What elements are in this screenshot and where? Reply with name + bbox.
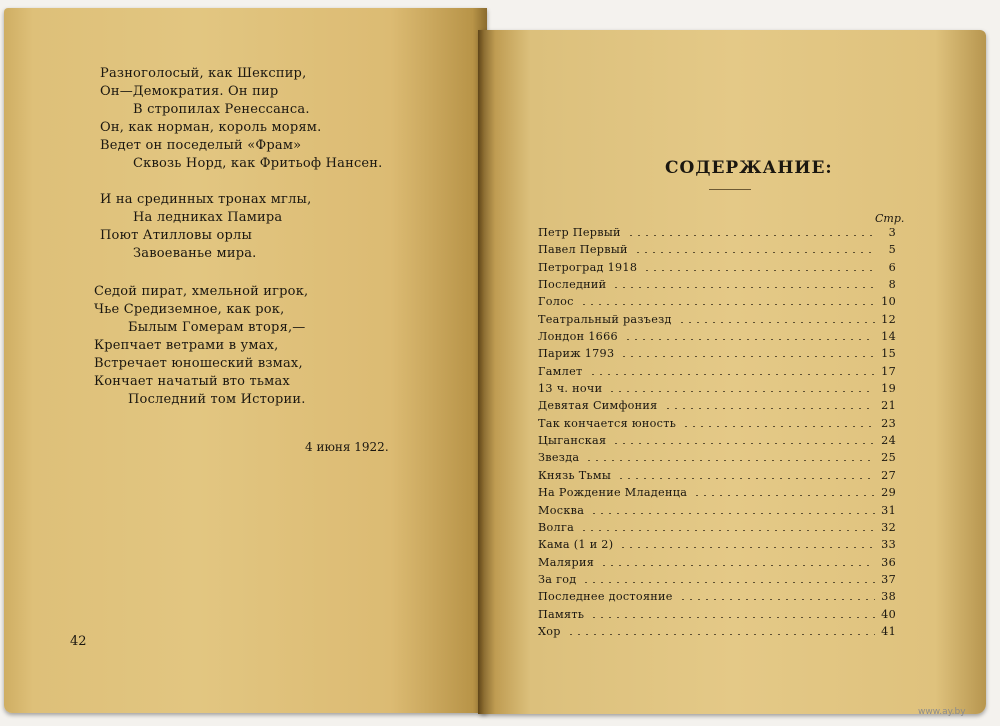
poem-line: Сквозь Норд, как Фритьоф Нансен. [133, 156, 383, 171]
leader-dots [608, 382, 875, 392]
toc-entry-title: Петр Первый [538, 226, 621, 239]
poem-line: Он—Демократия. Он пир [100, 84, 279, 99]
toc-entry-title: Последнее достояние [538, 590, 673, 604]
toc-entry-page: 41 [881, 624, 896, 638]
toc-entry-title: Последний [538, 278, 607, 292]
toc-entry [538, 261, 896, 278]
toc-divider [709, 189, 751, 190]
toc-entry-page: 32 [881, 520, 896, 534]
toc-entry [538, 504, 896, 521]
leader-dots [678, 313, 875, 323]
toc-entry-title: Память [538, 607, 585, 621]
toc-entry [538, 521, 896, 538]
leader-dots [679, 590, 875, 600]
leader-dots [612, 278, 875, 288]
toc-entry-page: 33 [881, 538, 896, 552]
toc-entry [538, 538, 896, 555]
toc-entry-title: Лондон 1666 [538, 330, 618, 344]
toc-entry [538, 330, 896, 347]
toc-entry-title: Голос [538, 295, 574, 309]
toc-entry-title: Москва [538, 503, 585, 517]
toc-entry [538, 608, 896, 625]
poem-line: Поют Атилловы орлы [100, 228, 253, 243]
leader-dots [693, 486, 875, 496]
poem-line: Кончает начатый вто тьмах [94, 374, 290, 389]
toc-entry-title: Париж 1793 [538, 347, 615, 361]
toc-entry [538, 451, 896, 468]
toc-entry-page: 24 [881, 434, 896, 448]
toc-entry-page: 36 [881, 555, 896, 569]
poem-date: 4 июня 1922. [305, 440, 389, 454]
toc-entry-page: 8 [888, 278, 896, 292]
poem-line: И на срединных тронах мглы, [100, 192, 312, 207]
leader-dots [619, 538, 875, 548]
toc-entry [538, 365, 896, 382]
toc-entry [538, 625, 896, 642]
toc-entry-page: 40 [881, 607, 896, 621]
poem-line: Седой пират, хмельной игрок, [94, 284, 309, 299]
leader-dots [582, 573, 875, 583]
toc-entry-page: 14 [881, 330, 896, 344]
toc-entry [538, 399, 896, 416]
toc-entry-title: За год [538, 572, 577, 586]
toc-page-header: Стр. [875, 212, 905, 225]
toc-entry-page: 3 [888, 226, 896, 239]
leader-dots [620, 347, 875, 357]
toc-entry-page: 38 [881, 590, 896, 604]
toc-entry [538, 590, 896, 607]
leader-dots [627, 226, 875, 236]
toc-entry-title: Гамлет [538, 364, 583, 378]
toc-entry-title: Звезда [538, 451, 580, 465]
leader-dots [617, 469, 875, 479]
poem-line: Разноголосый, как Шекспир, [100, 66, 307, 81]
poem-line: Былым Гомерам вторя,— [128, 320, 306, 335]
toc-entry-page: 31 [881, 503, 896, 517]
toc-entry-page: 19 [881, 382, 896, 396]
leader-dots [612, 434, 875, 444]
toc-entry-page: 12 [881, 312, 896, 326]
toc-entry-page: 10 [881, 295, 896, 309]
toc-entry [538, 382, 896, 399]
toc-entry-title: Девятая Симфония [538, 399, 658, 413]
leader-dots [585, 451, 875, 461]
toc-entry-page: 37 [881, 572, 896, 586]
toc-entry-title: Малярия [538, 555, 595, 569]
toc-entry [538, 226, 896, 243]
toc-entry [538, 417, 896, 434]
toc-entry-title: Павел Первый [538, 243, 628, 257]
leader-dots [643, 261, 875, 271]
toc-entry-page: 25 [881, 451, 896, 465]
leader-dots [567, 625, 875, 635]
toc-entry-title: Хор [538, 624, 561, 638]
leader-dots [664, 399, 875, 409]
watermark: www.ay.by [918, 707, 966, 717]
poem-line: Завоеванье мира. [133, 246, 257, 261]
toc-entry [538, 556, 896, 573]
toc-entry [538, 434, 896, 451]
toc-entry [538, 469, 896, 486]
toc-entry-title: На Рождение Младенца [538, 486, 688, 500]
leader-dots [682, 417, 875, 427]
leader-dots [624, 330, 875, 340]
toc-entry-page: 6 [888, 260, 896, 274]
toc-entry [538, 313, 896, 330]
poem-line: На ледниках Памира [133, 210, 283, 225]
leader-dots [580, 295, 875, 305]
toc-entry-title: Волга [538, 520, 575, 534]
toc-entry-page: 27 [881, 468, 896, 482]
toc-entry [538, 573, 896, 590]
toc-entry-title: Так кончается юность [538, 416, 677, 430]
poem-line: В стропилах Ренессанса. [133, 102, 310, 117]
toc-entry-title: Князь Тьмы [538, 468, 612, 482]
toc-entry-page: 17 [881, 364, 896, 378]
toc-entry [538, 347, 896, 364]
toc-entry-page: 21 [881, 399, 896, 413]
poem-line: Ведет он поседелый «Фрам» [100, 138, 302, 153]
leader-dots [634, 243, 875, 253]
toc-entry [538, 243, 896, 260]
leader-dots [600, 556, 875, 566]
table-of-contents [538, 226, 896, 642]
toc-entry-title: Петроград 1918 [538, 260, 638, 274]
toc-entry-page: 23 [881, 416, 896, 430]
toc-entry-title: 13 ч. ночи [538, 382, 603, 396]
toc-title: СОДЕРЖАНИЕ: [665, 158, 833, 178]
leader-dots [590, 504, 875, 514]
toc-entry-page: 5 [888, 243, 896, 257]
toc-entry [538, 295, 896, 312]
poem-line: Последний том Истории. [128, 392, 306, 407]
leader-dots [590, 608, 875, 618]
toc-entry-title: Театральный разъезд [538, 312, 672, 326]
toc-entry-page: 15 [881, 347, 896, 361]
page-number: 42 [70, 634, 87, 649]
poem-line: Встречает юношеский взмах, [94, 356, 303, 371]
poem-line: Он, как норман, король морям. [100, 120, 322, 135]
toc-entry [538, 486, 896, 503]
toc-entry [538, 278, 896, 295]
toc-entry-page: 29 [881, 486, 896, 500]
leader-dots [589, 365, 876, 375]
poem-line: Крепчает ветрами в умах, [94, 338, 279, 353]
leader-dots [580, 521, 875, 531]
book-spine [478, 30, 484, 714]
toc-entry-title: Цыганская [538, 434, 607, 448]
poem-line: Чье Средиземное, как рок, [94, 302, 285, 317]
toc-entry-title: Кама (1 и 2) [538, 538, 614, 552]
